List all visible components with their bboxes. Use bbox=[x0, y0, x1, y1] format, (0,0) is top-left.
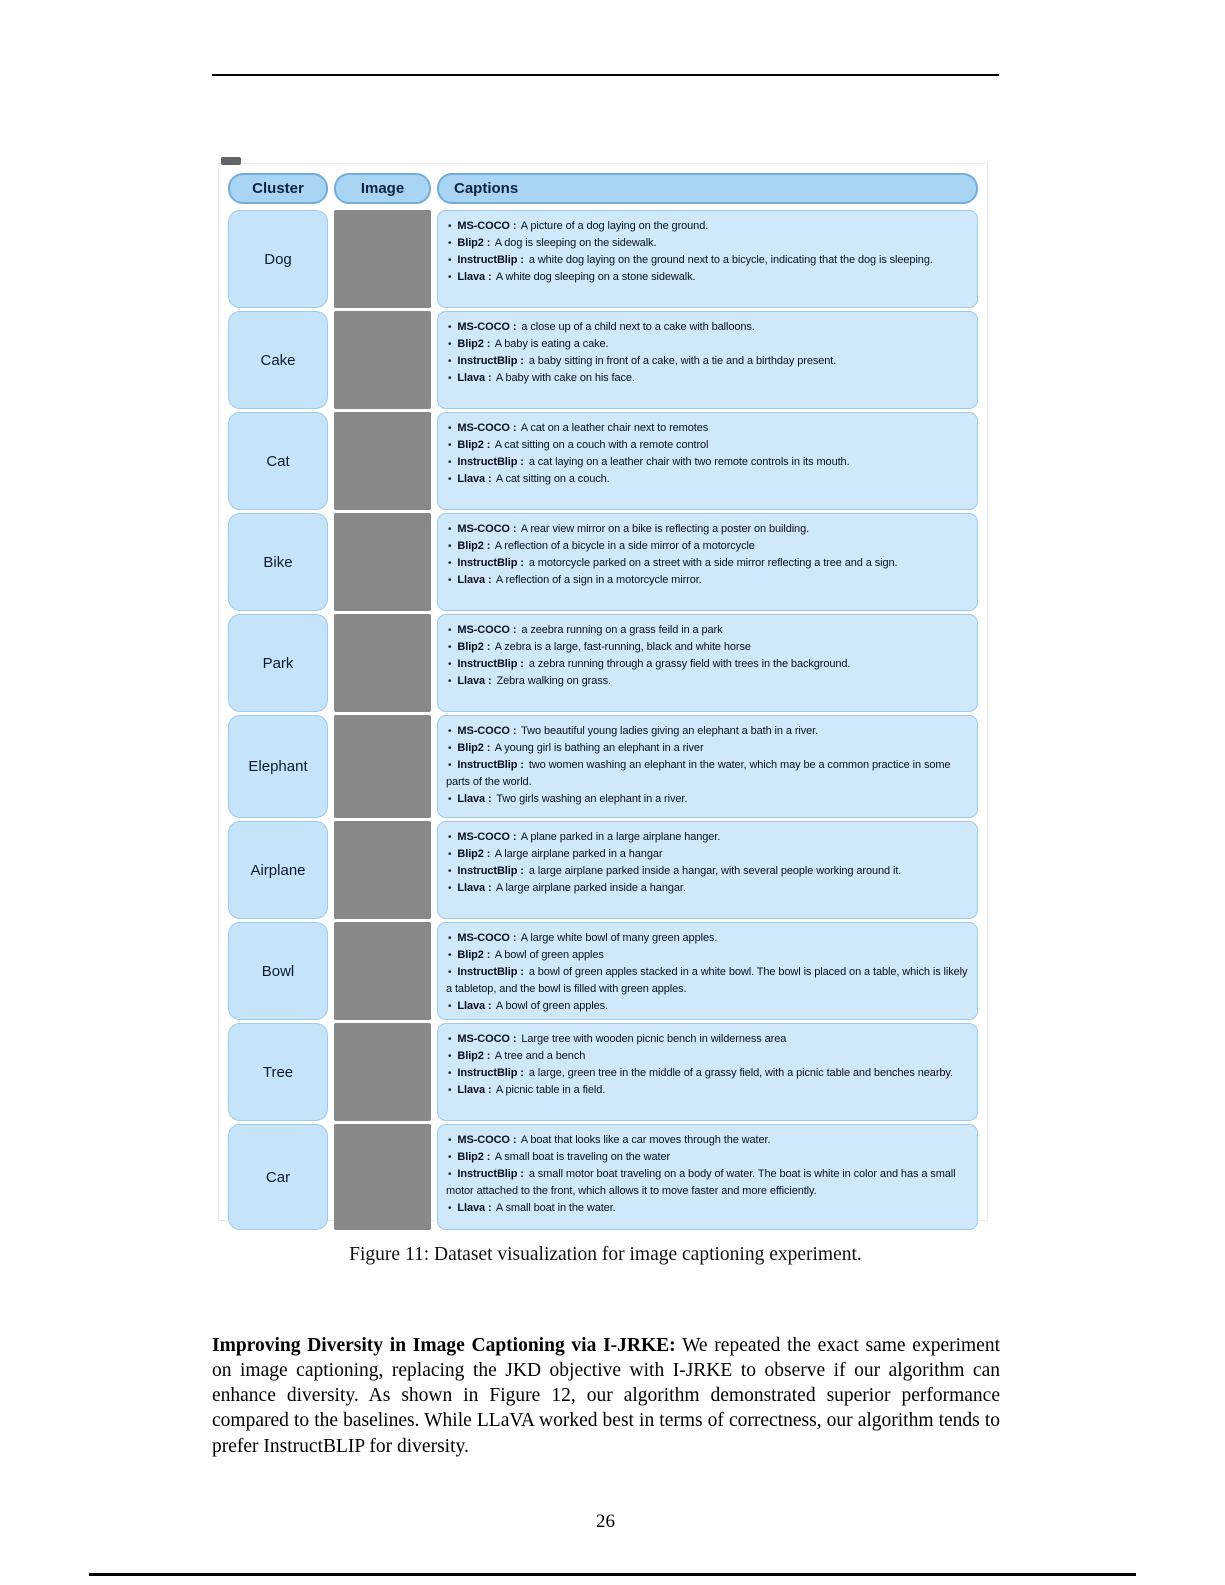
caption-model-label: Blip2 : bbox=[457, 848, 491, 861]
green-apples-photo bbox=[334, 922, 431, 1020]
caption-item bbox=[446, 1065, 969, 1082]
caption-item bbox=[446, 757, 969, 791]
caption-model-label: MS-COCO : bbox=[457, 321, 517, 333]
caption-item bbox=[446, 930, 969, 947]
caption-text: A plane parked in a large airplane hanger. bbox=[520, 831, 721, 843]
caption-text: A white dog sleeping on a stone sidewalk. bbox=[495, 271, 696, 284]
caption-item bbox=[446, 437, 969, 454]
caption-text: a large airplane parked inside a hangar, with several people working around it. bbox=[528, 865, 902, 878]
zebra-on-grass-photo bbox=[334, 614, 431, 712]
caption-text: A picture of a dog laying on the ground. bbox=[520, 220, 709, 232]
caption-text: A large airplane parked in a hangar bbox=[494, 848, 663, 861]
caption-model-label: Blip2 : bbox=[457, 439, 491, 452]
boat-on-water-photo bbox=[334, 1124, 431, 1230]
caption-item bbox=[446, 791, 969, 808]
caption-model-label: InstructBlip : bbox=[457, 658, 524, 671]
caption-model-label: InstructBlip : bbox=[457, 759, 524, 772]
caption-model-label: InstructBlip : bbox=[457, 1168, 524, 1181]
caption-model-label: MS-COCO : bbox=[457, 624, 517, 636]
caption-text: A baby with cake on his face. bbox=[495, 372, 635, 385]
caption-model-label: InstructBlip : bbox=[457, 966, 524, 979]
caption-model-label: Llava : bbox=[457, 574, 492, 587]
table-row bbox=[228, 1023, 978, 1121]
caption-item bbox=[446, 218, 969, 235]
caption-model-label: Llava : bbox=[457, 1000, 492, 1013]
captions-cell bbox=[437, 1124, 978, 1230]
caption-model-label: InstructBlip : bbox=[457, 254, 524, 267]
captions-cell bbox=[437, 311, 978, 409]
caption-item bbox=[446, 947, 969, 964]
caption-item bbox=[446, 863, 969, 880]
caption-text: A dog is sleeping on the sidewalk. bbox=[494, 237, 657, 250]
header-captions: Captions bbox=[437, 173, 978, 204]
caption-item bbox=[446, 471, 969, 488]
caption-text: a baby sitting in front of a cake, with a tie and a birthday present. bbox=[528, 355, 837, 368]
table-row bbox=[228, 1124, 978, 1230]
cat-on-chair-photo bbox=[334, 412, 431, 510]
caption-item bbox=[446, 998, 969, 1015]
caption-item bbox=[446, 370, 969, 387]
baby-with-cake-photo bbox=[334, 311, 431, 409]
caption-text: Two girls washing an elephant in a river. bbox=[496, 793, 688, 806]
captions-cell bbox=[437, 614, 978, 712]
caption-item bbox=[446, 1200, 969, 1217]
caption-text: A cat on a leather chair next to remotes bbox=[520, 422, 709, 434]
captions-cell bbox=[437, 513, 978, 611]
caption-model-label: Blip2 : bbox=[457, 540, 491, 553]
caption-item bbox=[446, 1149, 969, 1166]
tree-in-field-photo bbox=[334, 1023, 431, 1121]
cluster-cell: Cake bbox=[228, 311, 328, 409]
caption-item bbox=[446, 656, 969, 673]
caption-model-label: Llava : bbox=[457, 372, 492, 385]
caption-item bbox=[446, 521, 969, 538]
table-body bbox=[228, 210, 978, 1230]
caption-item bbox=[446, 1031, 969, 1048]
airplane-hangar-photo bbox=[334, 821, 431, 919]
table-row bbox=[228, 614, 978, 712]
caption-text: A cat sitting on a couch. bbox=[495, 473, 610, 486]
caption-text: A picnic table in a field. bbox=[495, 1084, 606, 1097]
caption-model-label: Blip2 : bbox=[457, 949, 491, 962]
dog-on-sidewalk-photo bbox=[334, 210, 431, 308]
caption-model-label: Llava : bbox=[457, 473, 492, 486]
caption-item bbox=[446, 1048, 969, 1065]
caption-item bbox=[446, 353, 969, 370]
caption-item bbox=[446, 336, 969, 353]
caption-model-label: Llava : bbox=[457, 1202, 492, 1215]
caption-item bbox=[446, 319, 969, 336]
caption-item bbox=[446, 639, 969, 656]
figure-panel bbox=[218, 163, 988, 1221]
caption-text: a small motor boat traveling on a body of water. The boat is white in color and has a small motor attached to the front, which allows it to move faster and more efficiently. bbox=[446, 1168, 956, 1198]
caption-item bbox=[446, 454, 969, 471]
captions-cell bbox=[437, 1023, 978, 1121]
table-row bbox=[228, 311, 978, 409]
caption-model-label: InstructBlip : bbox=[457, 456, 524, 469]
caption-item bbox=[446, 1166, 969, 1200]
captions-cell bbox=[437, 821, 978, 919]
caption-item bbox=[446, 269, 969, 286]
caption-model-label: MS-COCO : bbox=[457, 1134, 517, 1146]
caption-text: a zebra running through a grassy field with trees in the background. bbox=[528, 658, 851, 671]
cluster-cell: Dog bbox=[228, 210, 328, 308]
caption-item bbox=[446, 740, 969, 757]
caption-item bbox=[446, 964, 969, 998]
caption-model-label: Llava : bbox=[457, 675, 492, 688]
body-paragraph bbox=[212, 1333, 1000, 1459]
caption-item bbox=[446, 673, 969, 690]
cluster-cell: Bowl bbox=[228, 922, 328, 1020]
header-image: Image bbox=[334, 173, 431, 204]
captions-cell bbox=[437, 210, 978, 308]
caption-item bbox=[446, 622, 969, 639]
cluster-cell: Car bbox=[228, 1124, 328, 1230]
caption-item bbox=[446, 1082, 969, 1099]
caption-text: a large, green tree in the middle of a grassy field, with a picnic table and benches nearby. bbox=[528, 1067, 953, 1080]
caption-text: A baby is eating a cake. bbox=[494, 338, 609, 351]
table-row bbox=[228, 412, 978, 510]
caption-text: A reflection of a sign in a motorcycle mirror. bbox=[495, 574, 702, 587]
caption-model-label: InstructBlip : bbox=[457, 557, 524, 570]
header-cluster: Cluster bbox=[228, 173, 328, 204]
caption-model-label: Llava : bbox=[457, 882, 492, 895]
table-row bbox=[228, 715, 978, 818]
cluster-cell: Bike bbox=[228, 513, 328, 611]
paragraph-body: We repeated the exact same experiment on image captioning, replacing the JKD objective with I-JRKE to observe if our algorithm can enhance diversity. As shown in Figure 12, our algorithm demonstrated superior performance compared to the baselines. While LLaVA worked best in terms of correctness, our algorithm tends to prefer InstructBLIP for diversity. bbox=[212, 1335, 1001, 1457]
caption-text: A large airplane parked inside a hangar. bbox=[495, 882, 686, 895]
caption-model-label: MS-COCO : bbox=[457, 523, 517, 535]
caption-text: A small boat is traveling on the water bbox=[494, 1151, 671, 1164]
caption-item bbox=[446, 829, 969, 846]
caption-item bbox=[446, 420, 969, 437]
motorcycle-mirror-photo bbox=[334, 513, 431, 611]
captions-cell bbox=[437, 412, 978, 510]
cluster-cell: Cat bbox=[228, 412, 328, 510]
table-row bbox=[228, 513, 978, 611]
caption-item bbox=[446, 723, 969, 740]
caption-model-label: Llava : bbox=[457, 271, 492, 284]
caption-text: A rear view mirror on a bike is reflecting a poster on building. bbox=[520, 523, 810, 535]
caption-text: Large tree with wooden picnic bench in wilderness area bbox=[521, 1033, 787, 1045]
caption-text: A boat that looks like a car moves through the water. bbox=[520, 1134, 771, 1146]
caption-text: a zeebra running on a grass feild in a park bbox=[521, 624, 723, 636]
page-number: 26 bbox=[596, 1511, 615, 1532]
caption-model-label: MS-COCO : bbox=[457, 932, 517, 944]
caption-item bbox=[446, 235, 969, 252]
cluster-cell: Elephant bbox=[228, 715, 328, 818]
figure-caption: Figure 11: Dataset visualization for image captioning experiment. bbox=[349, 1244, 862, 1265]
table-row bbox=[228, 821, 978, 919]
caption-text: A zebra is a large, fast-running, black and white horse bbox=[494, 641, 751, 654]
caption-text: A small boat in the water. bbox=[495, 1202, 616, 1215]
caption-text: Two beautiful young ladies giving an elephant a bath in a river. bbox=[521, 725, 819, 737]
caption-item bbox=[446, 846, 969, 863]
caption-text: A young girl is bathing an elephant in a river bbox=[494, 742, 704, 755]
caption-text: A reflection of a bicycle in a side mirror of a motorcycle bbox=[494, 540, 755, 553]
bottom-rule bbox=[89, 1573, 1136, 1576]
caption-model-label: MS-COCO : bbox=[457, 422, 517, 434]
table-header-row bbox=[228, 173, 978, 204]
caption-model-label: MS-COCO : bbox=[457, 725, 517, 737]
caption-text: a motorcycle parked on a street with a side mirror reflecting a tree and a sign. bbox=[528, 557, 898, 570]
caption-model-label: Blip2 : bbox=[457, 742, 491, 755]
caption-text: A bowl of green apples bbox=[494, 949, 604, 962]
caption-model-label: Llava : bbox=[457, 1084, 492, 1097]
captions-cell bbox=[437, 922, 978, 1020]
caption-text: A bowl of green apples. bbox=[495, 1000, 608, 1013]
caption-text: a close up of a child next to a cake with balloons. bbox=[521, 321, 755, 333]
top-rule bbox=[212, 74, 999, 76]
caption-model-label: InstructBlip : bbox=[457, 355, 524, 368]
cluster-cell: Tree bbox=[228, 1023, 328, 1121]
caption-model-label: Blip2 : bbox=[457, 1050, 491, 1063]
caption-item bbox=[446, 880, 969, 897]
caption-text: Zebra walking on grass. bbox=[496, 675, 612, 688]
caption-item bbox=[446, 538, 969, 555]
caption-model-label: InstructBlip : bbox=[457, 865, 524, 878]
figure-corner-mark bbox=[221, 157, 241, 165]
table-row bbox=[228, 922, 978, 1020]
cluster-cell: Airplane bbox=[228, 821, 328, 919]
caption-item bbox=[446, 252, 969, 269]
caption-text: a cat laying on a leather chair with two remote controls in its mouth. bbox=[528, 456, 850, 469]
caption-text: A large white bowl of many green apples. bbox=[520, 932, 718, 944]
captions-cell bbox=[437, 715, 978, 818]
caption-text: two women washing an elephant in the water, which may be a common practice in some parts of the world. bbox=[446, 759, 951, 789]
caption-item bbox=[446, 1132, 969, 1149]
caption-item bbox=[446, 572, 969, 589]
caption-model-label: MS-COCO : bbox=[457, 220, 517, 232]
elephant-bath-photo bbox=[334, 715, 431, 818]
caption-model-label: MS-COCO : bbox=[457, 1033, 517, 1045]
caption-model-label: MS-COCO : bbox=[457, 831, 517, 843]
caption-model-label: Llava : bbox=[457, 793, 492, 806]
caption-text: a bowl of green apples stacked in a white bowl. The bowl is placed on a table, which is likely a tabletop, and the bowl is filled with green apples. bbox=[446, 966, 968, 996]
cluster-cell: Park bbox=[228, 614, 328, 712]
table-row bbox=[228, 210, 978, 308]
caption-model-label: Blip2 : bbox=[457, 1151, 491, 1164]
caption-text: A cat sitting on a couch with a remote control bbox=[494, 439, 709, 452]
caption-text: a white dog laying on the ground next to a bicycle, indicating that the dog is sleeping. bbox=[528, 254, 933, 267]
caption-model-label: Blip2 : bbox=[457, 237, 491, 250]
caption-model-label: InstructBlip : bbox=[457, 1067, 524, 1080]
caption-model-label: Blip2 : bbox=[457, 338, 491, 351]
paragraph-lead: Improving Diversity in Image Captioning via I-JRKE: bbox=[212, 1335, 676, 1356]
caption-item bbox=[446, 555, 969, 572]
caption-text: A tree and a bench bbox=[494, 1050, 586, 1063]
caption-model-label: Blip2 : bbox=[457, 641, 491, 654]
